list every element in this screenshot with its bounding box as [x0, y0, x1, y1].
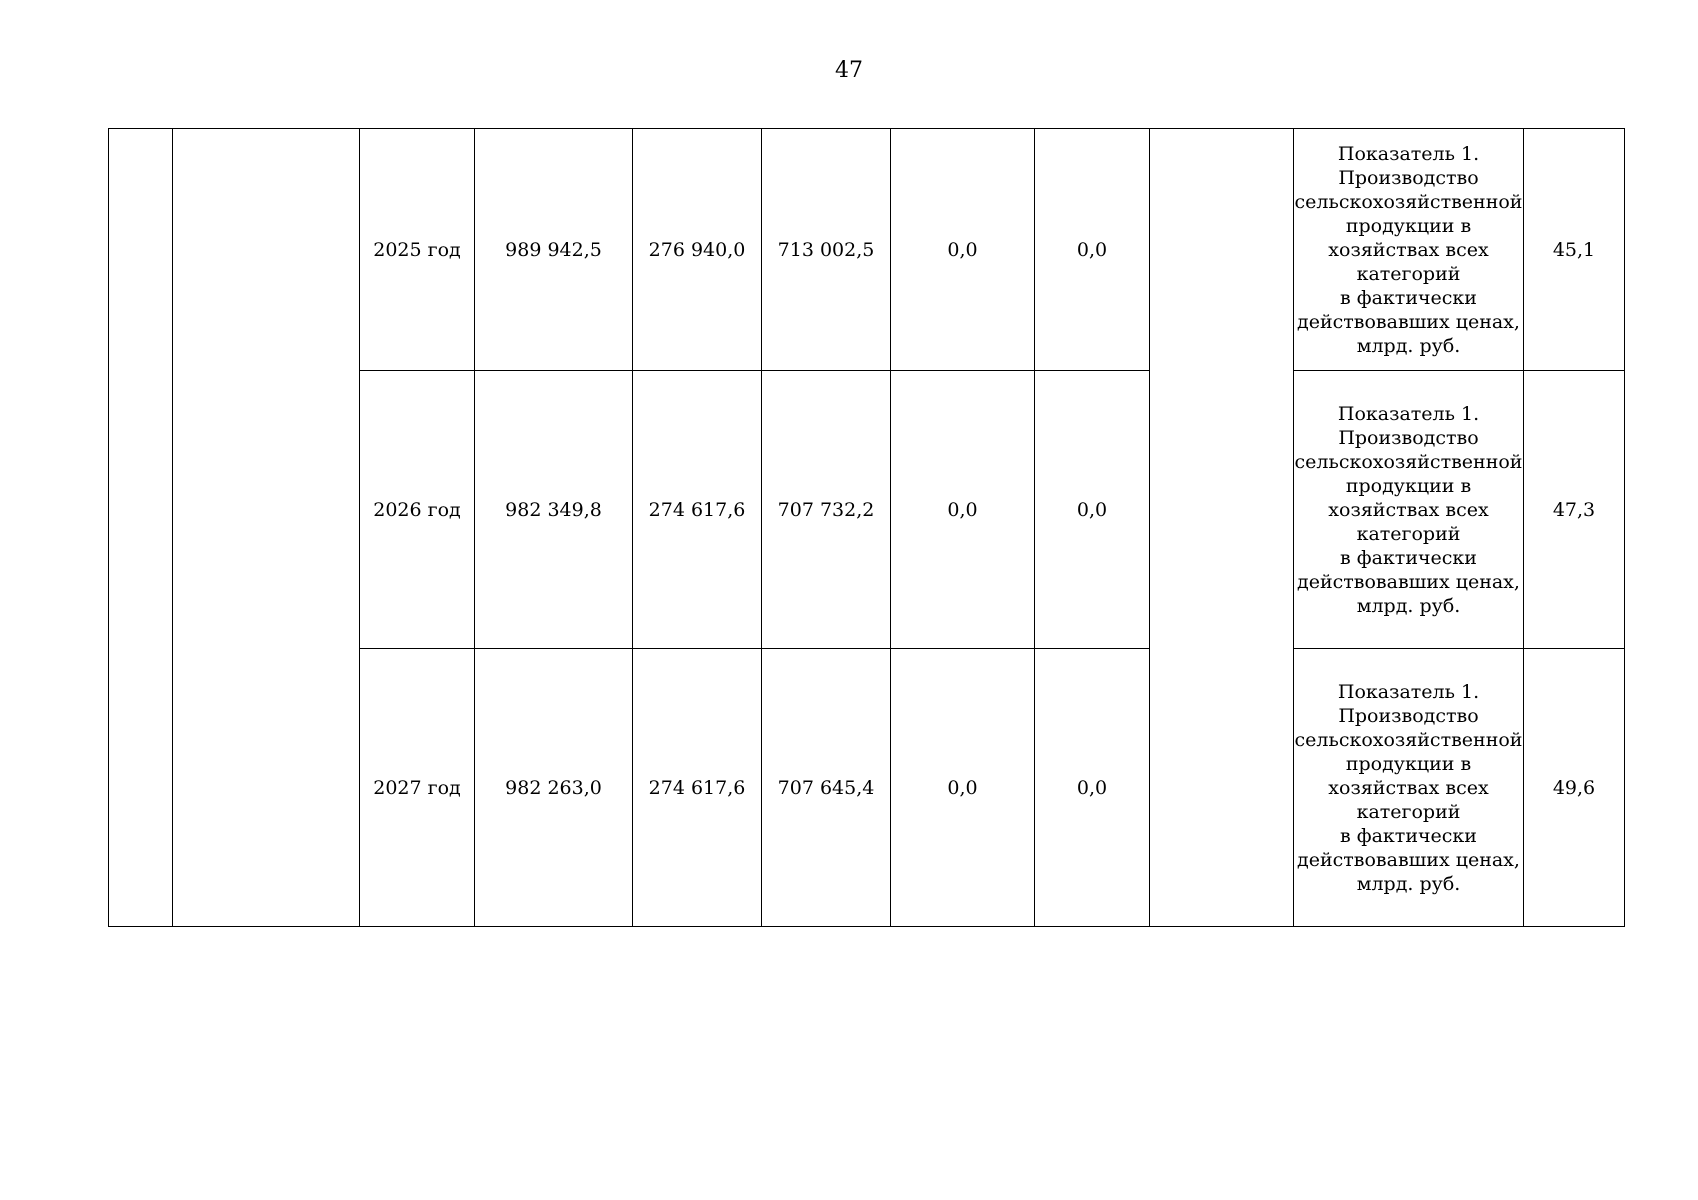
name-cell — [173, 129, 360, 927]
local-cell: 0,0 — [891, 649, 1035, 927]
indicator-cell: Показатель 1. Производство сельскохозяйственной продукции в хозяйствах всех категорий в фактически действовавших ценах, млрд. руб. — [1294, 129, 1524, 371]
year-cell: 2027 год — [360, 649, 475, 927]
total-cell: 989 942,5 — [475, 129, 633, 371]
federal-cell: 276 940,0 — [633, 129, 762, 371]
local-cell: 0,0 — [891, 129, 1035, 371]
total-cell: 982 349,8 — [475, 371, 633, 649]
table-row — [109, 129, 1625, 371]
other-cell: 0,0 — [1035, 129, 1150, 371]
total-cell: 982 263,0 — [475, 649, 633, 927]
federal-cell: 274 617,6 — [633, 371, 762, 649]
executor-cell — [1150, 129, 1294, 927]
regional-cell: 707 645,4 — [762, 649, 891, 927]
year-cell: 2025 год — [360, 129, 475, 371]
indicator-value-cell: 47,3 — [1524, 371, 1625, 649]
local-cell: 0,0 — [891, 371, 1035, 649]
program-funding-table — [108, 128, 1625, 927]
other-cell: 0,0 — [1035, 371, 1150, 649]
regional-cell: 707 732,2 — [762, 371, 891, 649]
year-cell: 2026 год — [360, 371, 475, 649]
number-cell — [109, 129, 173, 927]
indicator-cell: Показатель 1. Производство сельскохозяйственной продукции в хозяйствах всех категорий в фактически действовавших ценах, млрд. руб. — [1294, 649, 1524, 927]
regional-cell: 713 002,5 — [762, 129, 891, 371]
federal-cell: 274 617,6 — [633, 649, 762, 927]
page-number: 47 — [835, 58, 863, 83]
indicator-value-cell: 45,1 — [1524, 129, 1625, 371]
indicator-cell: Показатель 1. Производство сельскохозяйственной продукции в хозяйствах всех категорий в фактически действовавших ценах, млрд. руб. — [1294, 371, 1524, 649]
other-cell: 0,0 — [1035, 649, 1150, 927]
indicator-value-cell: 49,6 — [1524, 649, 1625, 927]
